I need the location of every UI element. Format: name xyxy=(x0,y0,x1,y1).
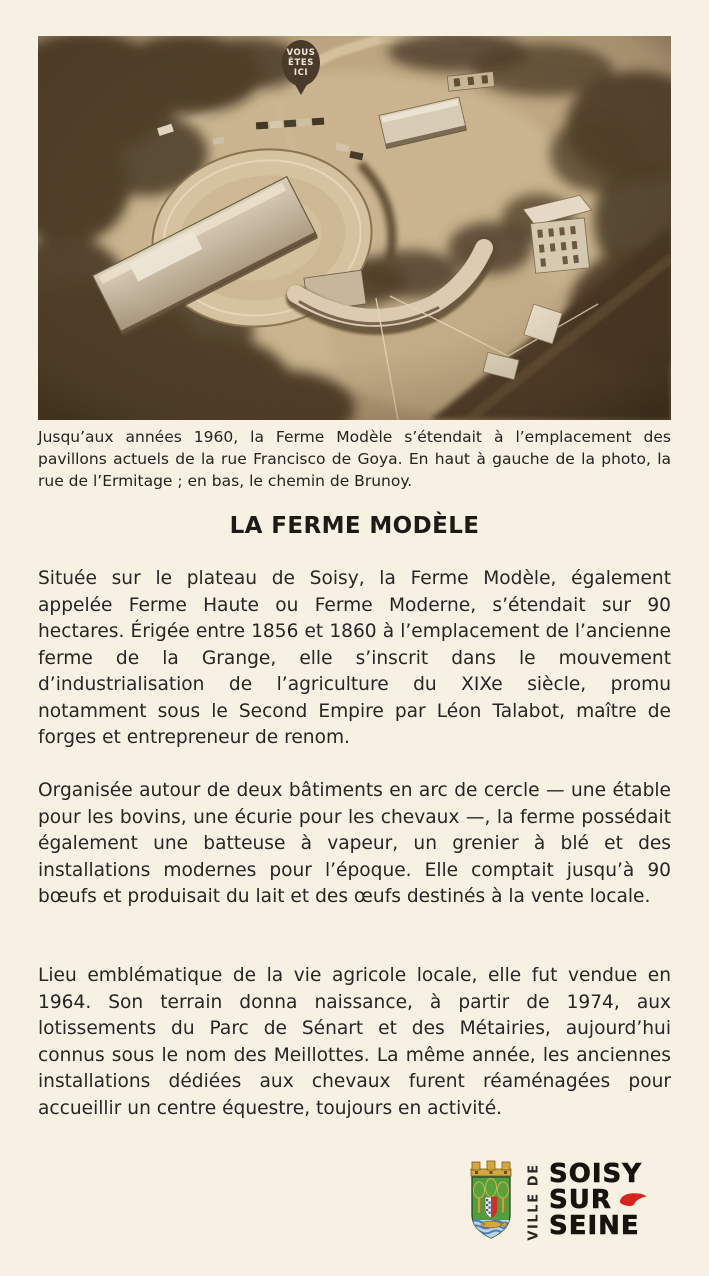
coat-of-arms xyxy=(463,1160,519,1246)
logo-wordmark xyxy=(549,1161,648,1239)
city-logo xyxy=(463,1158,673,1258)
logo-ville-de: VILLE DE xyxy=(526,1163,542,1241)
logo-soisy: SOISY xyxy=(549,1159,643,1189)
pin-line-3: ICI xyxy=(293,68,309,78)
paragraph-2: Organisée autour de deux bâtiments en arc de cercle — une étable pour les bovins, une écurie pour les chevaux —, la ferme possédait également une batteuse à vapeur, un grenier à blé et des installations modernes pour l’époque. Elle comptait jusqu’à 90 bœufs et produisait du lait et des œufs destinés à la vente locale. xyxy=(38,780,671,907)
paragraph-1: Située sur le plateau de Soisy, la Ferme Modèle, également appelée Ferme Haute ou Ferme Moderne, s’étendait sur 90 hectares. Érigée entre 1856 et 1860 à l’emplacement de l’ancienne ferme de la Grange, elle s’inscrit dans le mouvement d’industrialisation de l’agriculture du XIXe siècle, promu notamment sous le Second Empire par Léon Talabot, maître de forges et entrepreneur de renom. xyxy=(38,568,671,748)
paragraph-3: Lieu emblématique de la vie agricole locale, elle fut vendue en 1964. Son terrain donna naissance, à partir de 1974, aux lotissements du Parc de Sénart et des Métairies, aujourd’hui connus sous le nom des Meillottes. La même année, les anciennes installations dédiées aux chevaux furent réaménagées pour accueillir un centre équestre, toujours en activité. xyxy=(38,965,671,1119)
logo-seine: SEINE xyxy=(549,1211,640,1241)
photo-caption: Jusqu’aux années 1960, la Ferme Modèle s’étendait à l’emplacement des pavillons actuels de la rue Francisco de Goya. En haut à gauche de la photo, la rue de l’Ermitage ; en bas, le chemin de Brunoy. xyxy=(38,428,671,490)
logo-sur: SUR xyxy=(549,1185,612,1215)
mural-crown xyxy=(471,1161,511,1176)
aerial-photo-1960 xyxy=(38,36,671,420)
you-are-here-pin xyxy=(282,40,320,86)
inner-shield xyxy=(485,1197,497,1218)
red-wave-icon xyxy=(619,1192,648,1207)
pin-line-1: VOUS xyxy=(286,48,316,58)
page-title: LA FERME MODÈLE xyxy=(229,513,480,539)
pin-line-2: ÊTES xyxy=(288,58,314,68)
aerial-photo-illustration xyxy=(38,36,671,420)
